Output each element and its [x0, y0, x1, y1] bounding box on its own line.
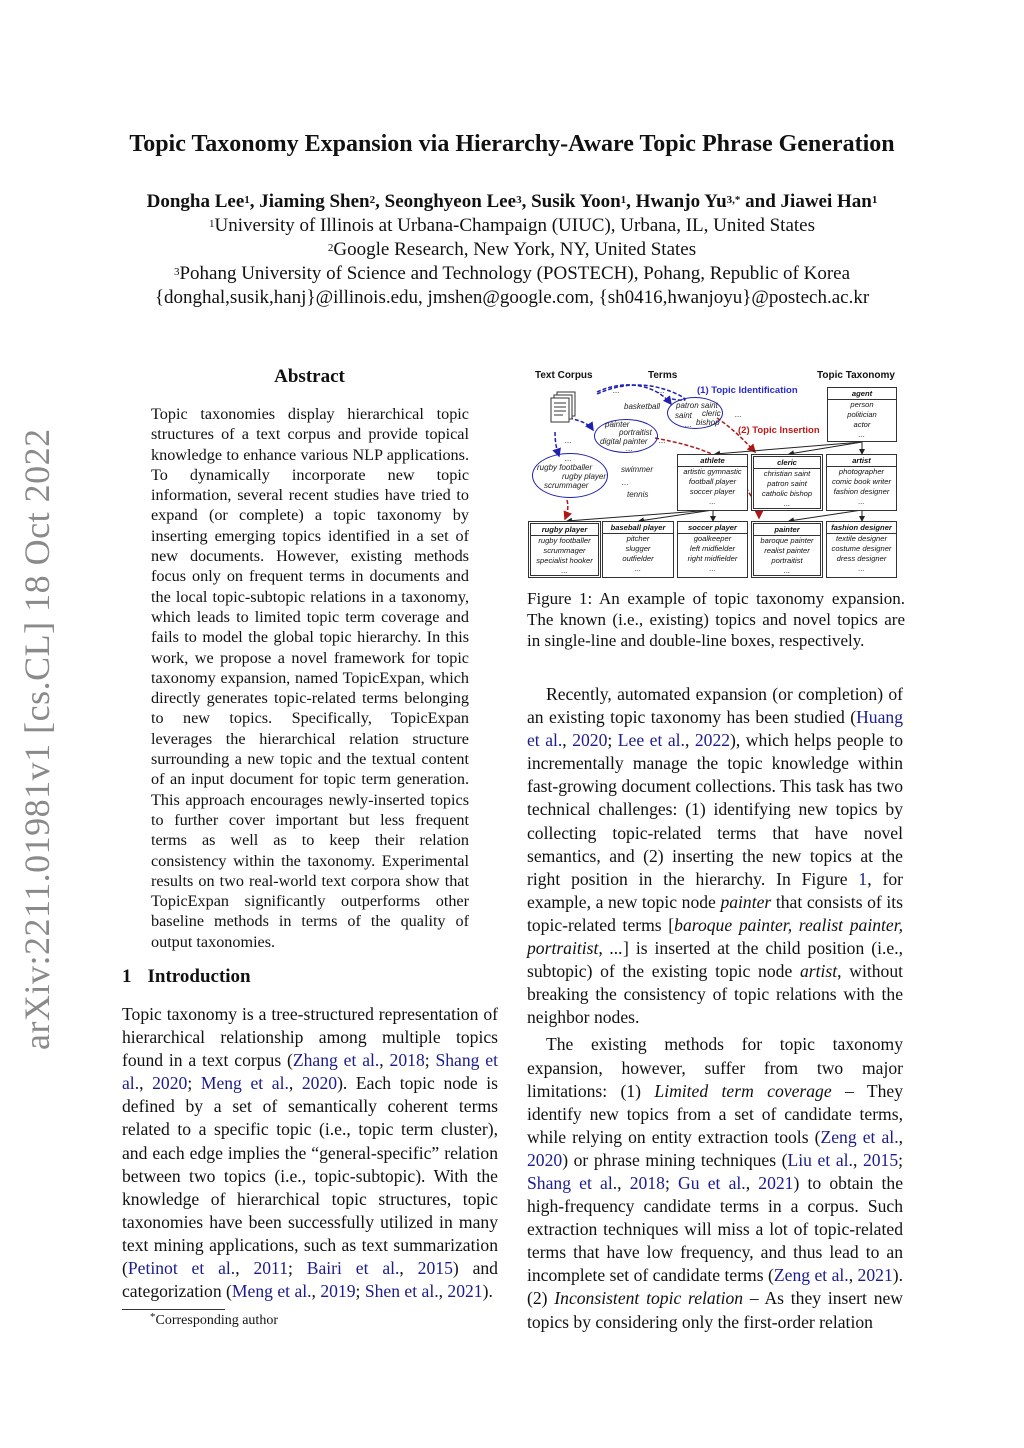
topic-node-name: rugby player	[531, 524, 598, 536]
term: tennis	[627, 490, 649, 499]
topic-node-term: costume designer	[831, 544, 892, 553]
topic-node-painter	[751, 521, 823, 578]
citation-link[interactable]: 2022	[694, 730, 731, 751]
intro-body	[122, 1003, 498, 1303]
term: basketball	[624, 402, 661, 411]
topic-node-term: left midfielder	[689, 544, 736, 553]
emphasis: Inconsistent topic relation	[554, 1288, 744, 1309]
cluster-term: rugby player	[562, 472, 607, 481]
author-block	[0, 190, 1024, 310]
term-ellipsis: ...	[613, 386, 620, 395]
cluster-term: scrummager	[544, 481, 589, 490]
topic-node-cleric	[751, 454, 823, 511]
citation-link[interactable]: Liu et al.	[787, 1149, 853, 1170]
author-name: Dongha Lee	[146, 191, 245, 212]
identification-arrow	[569, 418, 593, 430]
footnote	[150, 1313, 278, 1329]
document-icon	[551, 392, 575, 422]
author-affiliation-mark: 1	[871, 194, 878, 206]
figure-1	[527, 366, 903, 580]
topic-node-term: ...	[634, 564, 642, 573]
section-heading	[122, 966, 251, 988]
topic-node-term: goalkeeper	[693, 534, 732, 543]
topic-node-term: specialist hooker	[536, 556, 593, 565]
author-affiliation-mark: 2	[369, 194, 376, 206]
author-name: Susik Yoon	[531, 191, 621, 212]
topic-node-term: ...	[858, 430, 866, 439]
author-affiliation-mark: 1	[244, 194, 250, 206]
affiliation-mark: 2	[327, 242, 334, 254]
author-affiliation-mark: 1	[620, 194, 627, 206]
topic-node-term: catholic bishop	[761, 489, 813, 498]
citation-link[interactable]: Zeng et al.	[773, 1265, 849, 1286]
cluster-term: rugby footballer	[537, 463, 593, 472]
citation-link[interactable]: 2015	[417, 1258, 453, 1279]
term-ellipsis: ...	[658, 386, 665, 395]
affiliation	[0, 214, 1024, 238]
topic-node-name: cleric	[754, 457, 820, 469]
topic-node-baseball-player	[602, 521, 674, 578]
paper-title: Topic Taxonomy Expansion via Hierarchy-Aware Topic Phrase Generation	[129, 131, 895, 157]
topic-node-term: ...	[561, 566, 568, 575]
citation-link[interactable]: Meng et al.	[231, 1281, 312, 1302]
citation-link[interactable]: Meng et al.	[200, 1073, 289, 1094]
footnote-rule	[122, 1309, 225, 1310]
citation-link[interactable]: 2019	[320, 1281, 356, 1302]
step-topic-identification: (1) Topic Identification	[697, 385, 798, 396]
topic-node-term: christian saint	[763, 469, 811, 478]
topic-node-fashion-designer	[826, 521, 897, 578]
citation-link[interactable]: 2021	[857, 1265, 893, 1286]
citation-link[interactable]: 2021	[758, 1172, 794, 1193]
affiliations	[0, 214, 1024, 286]
affiliation	[0, 238, 1024, 262]
cluster-term: saint	[675, 411, 692, 420]
citation-link[interactable]: Bairi et al.	[306, 1258, 400, 1279]
topic-node-name: artist	[827, 455, 896, 467]
affiliation-text: University of Illinois at Urbana-Champaign (UIUC), Urbana, IL, United States	[214, 215, 815, 236]
topic-node-name: athlete	[678, 455, 747, 467]
cluster-term: bishop	[696, 418, 720, 427]
topic-node-name: fashion designer	[827, 522, 896, 534]
citation-link[interactable]: Lee et al.	[617, 730, 685, 751]
citation-link[interactable]: Zhang et al.	[292, 1050, 380, 1071]
citation-link[interactable]: Zeng et al.	[820, 1126, 899, 1147]
term-ellipsis: ...	[735, 410, 742, 419]
emphasis: painter	[720, 891, 772, 912]
topic-node-term: fashion designer	[833, 487, 890, 496]
emphasis: Limited term coverage	[654, 1080, 832, 1101]
cluster-term: ...	[565, 454, 572, 463]
topic-node-term: ...	[783, 499, 791, 508]
topic-node-term: realist painter	[764, 546, 810, 555]
topic-node-term: slugger	[625, 544, 651, 553]
term-ellipsis: ...	[565, 436, 572, 445]
term-ellipsis: ...	[659, 436, 666, 445]
topic-node-term: politician	[847, 410, 877, 419]
topic-node-term: scrummager	[543, 546, 586, 555]
citation-link[interactable]: 1	[858, 868, 868, 889]
topic-node-term: dress designer	[836, 554, 887, 563]
author-affiliation-mark: 3	[516, 194, 522, 206]
taxonomy-edge	[639, 510, 713, 521]
topic-node-agent	[827, 387, 897, 442]
term: swimmer	[621, 465, 653, 474]
topic-node-term: patron saint	[767, 479, 807, 488]
abstract-heading: Abstract	[274, 366, 345, 387]
affiliation	[0, 262, 1024, 286]
right-column-body	[527, 683, 903, 1334]
citation-link[interactable]: Shang et al.	[122, 1050, 498, 1094]
citation-link[interactable]: Huang et al.	[527, 707, 903, 751]
term-ellipsis: ...	[622, 478, 629, 487]
topic-node-name: agent	[828, 388, 896, 400]
topic-node-term: rugby footballer	[538, 536, 591, 545]
citation-link[interactable]: 2020	[572, 730, 608, 751]
citation-link[interactable]: Petinot et al.	[127, 1258, 236, 1279]
author-name: Seonghyeon Lee	[384, 191, 517, 212]
abstract-text: Topic taxonomies display hierarchical topic structures of a text corpus and provide topical knowledge to enhance various NLP applications. To dynamically incorporate new topic information, several recent studies have tried to expand (or complete) a topic taxonomy by inserting emerging topics identified in a set of new documents. However, existing methods focus only on frequent terms in documents and the local topic-subtopic relations in a taxonomy, which leads to limited topic term coverage and fails to model the global topic hierarchy. In this work, we propose a novel framework for topic taxonomy expansion, named TopicExpan, which directly generates topic-related terms belonging to new topics. Specifically, TopicExpan leverages the hierarchical relation structure surrounding a new topic and the textual content of an input document for topic term generation. This approach encourages newly-inserted topics to further cover important but less frequent terms as well as to keep their relation consistency within the taxonomy. Experimental results on two real-world text corpora show that TopicExpan significantly outperforms other baseline methods in terms of the quality of output taxonomies.	[151, 405, 469, 951]
cluster-term: portraitist	[619, 428, 652, 437]
emails: {donghal,susik,hanj}@illinois.edu, jmshen@google.com, {sh0416,hwanjoyu}@postech.ac.kr	[154, 287, 870, 308]
topic-node-rugby-player	[528, 521, 601, 578]
author-affiliation-mark: 3,*	[726, 194, 741, 206]
cluster-term: painter	[605, 420, 630, 429]
figure-caption: Figure 1: An example of topic taxonomy expansion. The known (i.e., existing) topics and novel topics are in single-line and double-line boxes, respectively.	[527, 589, 905, 650]
topic-node-term: outfielder	[622, 554, 654, 563]
author-name: Jiaming Shen	[259, 191, 370, 212]
citation-link[interactable]: Gu et al.	[678, 1172, 746, 1193]
cluster-term: cleric	[702, 409, 721, 418]
citation-link[interactable]: 2021	[447, 1281, 483, 1302]
topic-node-term: actor	[853, 420, 871, 429]
citation-link[interactable]: Shang et al.	[527, 1172, 618, 1193]
topic-node-term: ...	[783, 566, 791, 575]
topic-node-term: artistic gymnastic	[683, 467, 742, 476]
topic-node-term: pitcher	[626, 534, 650, 543]
citation-link[interactable]: 2020	[301, 1073, 338, 1094]
topic-node-term: comic book writer	[831, 477, 892, 486]
affiliation-text: Pohang University of Science and Technology (POSTECH), Pohang, Republic of Korea	[179, 263, 851, 284]
topic-node-name: soccer player	[678, 522, 747, 534]
header-topic-taxonomy: Topic Taxonomy	[817, 370, 895, 381]
cluster-term: digital painter	[600, 437, 648, 446]
header-text-corpus: Text Corpus	[535, 370, 593, 381]
cluster-term: patron saint	[676, 401, 718, 410]
topic-node-term: football player	[688, 477, 737, 486]
citation-link[interactable]: 2015	[862, 1149, 899, 1170]
paragraph: The existing methods for topic taxonomy expansion, however, suffer from two major limitations: (1) Limited term coverage – They identify new topics from a set of candidate terms, while relying on entity extraction tools (Zeng et al., 2020) or phrase mining techniques (Liu et al., 2015; Shang et al., 2018; Gu et al., 2021) to obtain the high-frequency candidate terms in a corpus. Such extraction techniques will miss a lot of topic-related terms that have low frequency, and thus lead to an incomplete set of candidate terms (Zeng et al., 2021). (2) Inconsistent topic relation – As they insert new topics by considering only the first-order relation	[527, 1034, 904, 1332]
emphasis: baroque painter, realist painter, portraitist, ...	[527, 914, 903, 959]
cluster-term: ...	[685, 420, 692, 429]
topic-node-athlete	[677, 454, 748, 511]
topic-node-term: ...	[858, 564, 865, 573]
topic-node-term: baroque painter	[760, 536, 814, 545]
citation-link[interactable]: 2018	[389, 1050, 425, 1071]
citation-link[interactable]: 2018	[629, 1172, 665, 1193]
taxonomy-edge	[715, 442, 862, 454]
topic-node-name: painter	[754, 524, 820, 536]
topic-node-term: person	[850, 400, 874, 409]
topic-node-term: photographer	[838, 467, 885, 476]
section-title: Introduction	[147, 966, 251, 987]
topic-node-soccer-player	[677, 521, 748, 578]
author-names: Dongha Lee$^1$, Jiaming Shen$^2$, Seonghyeon Lee$^3$, Susik Yoon$^1$, Hwanjo $Yu^{3,*}$ and Jiawei Han$^1$	[146, 191, 878, 212]
topic-node-term: soccer player	[689, 487, 736, 496]
author-name: Hwanjo Yu	[635, 191, 727, 212]
paragraph: Topic taxonomy is a tree-structured representation of hierarchical relationship among multiple topics found in a text corpus (Zhang et al., 2018; Shang et al., 2020; Meng et al., 2020). Each topic node is defined by a set of semantically coherent terms related to a specific topic (i.e., topic term cluster), and each edge implies the “general-specific” relation between two topics (i.e., topic-subtopic). With the knowledge of hierarchical topic structures, topic taxonomies have been successfully utilized in many text mining applications, such as text summarization (Petinot et al., 2011; Bairi et al., 2015) and categorization (Meng et al., 2019; Shen et al., 2021).	[122, 1004, 499, 1302]
topic-node-term: right midfielder	[687, 554, 738, 563]
emphasis: artist	[799, 961, 838, 982]
paragraph: Recently, automated expansion (or completion) of an existing topic taxonomy has been studied (Huang et al., 2020; Lee et al., 2022), which helps people to incrementally manage the topic knowledge within fast-growing document collections. This task has two technical challenges: (1) identifying new topics by collecting topic-related terms that have novel semantics, and (2) inserting the new topics at the right position in the hierarchy. In Figure 1, for example, a new topic node painter that consists of its topic-related terms [baroque painter, realist painter, portraitist, ...] is inserted at the child position (i.e., subtopic) of the existing topic node artist, without breaking the consistency of topic relations with the neighbor nodes.	[527, 684, 904, 1028]
identification-arrow	[555, 432, 559, 456]
topic-node-name: baseball player	[603, 522, 673, 534]
header-terms: Terms	[648, 370, 678, 381]
footnote-text: Corresponding author	[155, 1313, 278, 1328]
citation-link[interactable]: 2011	[253, 1258, 288, 1279]
topic-node-term: ...	[858, 497, 865, 506]
affiliation-mark: 1	[209, 218, 215, 230]
topic-node-artist	[826, 454, 897, 511]
cluster-term: ...	[626, 444, 633, 453]
topic-node-term: ...	[709, 564, 716, 573]
taxonomy-edge	[789, 442, 862, 454]
affiliation-text: Google Research, New York, NY, United States	[333, 239, 697, 260]
footnote-mark: *	[150, 1311, 156, 1323]
topic-node-term: portraitist	[771, 556, 803, 565]
author-name: Jiawei Han	[780, 191, 872, 212]
topic-node-term: textile designer	[835, 534, 888, 543]
taxonomy-edge	[789, 510, 862, 521]
citation-link[interactable]: Shen et al.	[364, 1281, 439, 1302]
taxonomy-edge	[567, 510, 713, 521]
topic-node-term: ...	[709, 497, 716, 506]
arxiv-identifier: arXiv:2211.01981v1 [cs.CL] 18 Oct 2022	[17, 428, 57, 1050]
section-number: 1	[122, 966, 132, 987]
step-topic-insertion: (2) Topic Insertion	[738, 425, 820, 436]
insertion-arrow	[565, 500, 568, 519]
citation-link[interactable]: 2020	[152, 1073, 188, 1094]
affiliation-mark: 3	[173, 266, 180, 278]
citation-link[interactable]: 2020	[527, 1149, 563, 1170]
